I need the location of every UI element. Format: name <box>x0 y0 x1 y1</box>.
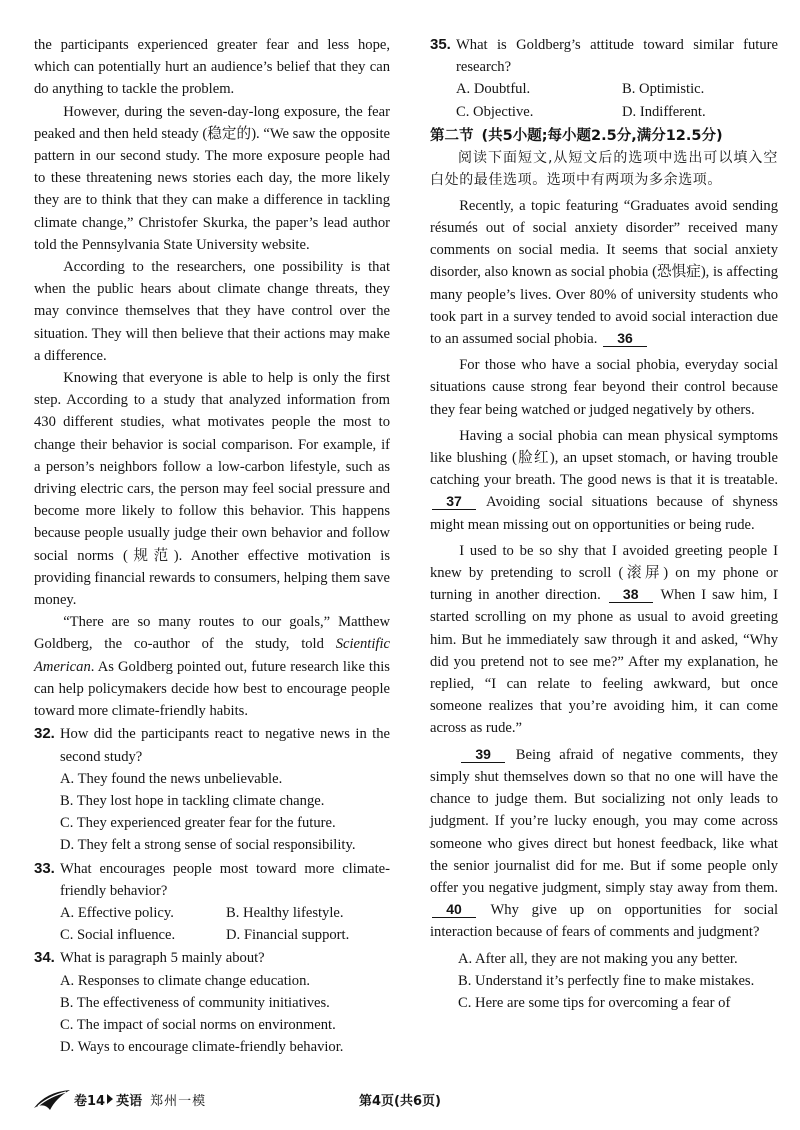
blank-39[interactable]: 39 <box>461 746 505 763</box>
option-grid <box>34 902 390 946</box>
option[interactable]: A. They found the news unbelievable. <box>60 770 283 787</box>
question-number: 33. <box>34 859 55 877</box>
passage-paragraph: However, during the seven-day-long exposure, the fear peaked and then held steady (稳定的). “We saw the opposite pattern in our second study. The more exposure people had to these threatening news stories each day, the more likely they are to think that they can make a difference in tackling climate change,” Christofer Skurka, the paper’s lead author told the Pennsylvania State University website. <box>34 103 390 253</box>
quote-text: . As Goldberg pointed out, future research like this can help policymakers decide how best to encourage people toward more climate-friendly habits. <box>34 658 390 720</box>
option-grid <box>430 78 778 122</box>
blank-36[interactable]: 36 <box>603 330 647 347</box>
option[interactable]: C. The impact of social norms on environment. <box>60 1016 336 1033</box>
blank-40[interactable]: 40 <box>432 901 476 918</box>
option[interactable]: C. They experienced greater fear for the future. <box>60 815 336 832</box>
passage-paragraph: 39 Being afraid of negative comments, they simply shut themselves down so that no one will have the chance to judge them. But socializing not only leads to judgment. If you’re lucky enough, you may come across someone who gives direct but honest feedback, like what the senior journalist did for me. But if some people only offer you negative judgment, simply stay away from them. 40 Why give up on opportunities for social interaction because of fears of comments and judgment? <box>430 745 778 941</box>
option[interactable]: D. Financial support. <box>226 927 350 944</box>
section-directions: 阅读下面短文,从短文后的选项中选出可以填入空白处的最佳选项。选项中有两项为多余选项。 <box>430 149 778 188</box>
option[interactable]: B. Optimistic. <box>622 81 705 98</box>
blank-37[interactable]: 37 <box>432 493 476 510</box>
option[interactable]: B. The effectiveness of community initiatives. <box>60 994 330 1011</box>
passage-paragraph <box>34 611 390 722</box>
passage-paragraph: Having a social phobia can mean physical symptoms like blushing (脸红), an upset stomach, or having trouble catching your breath. The good news is that it is treatable. 37 Avoiding social situations because of shyness might mean missing out on opportunities or being rude. <box>430 427 778 533</box>
option[interactable]: D. Ways to encourage climate-friendly behavior. <box>60 1039 344 1056</box>
option[interactable]: D. Indifferent. <box>622 103 706 120</box>
option[interactable]: A. Doubtful. <box>456 81 531 98</box>
page-number: 第4页(共6页) <box>359 1094 441 1109</box>
question-stem: What is Goldberg’s attitude toward similar future research? <box>456 37 778 76</box>
option[interactable]: D. They felt a strong sense of social responsibility. <box>60 837 356 854</box>
exam-label: 郑州一模 <box>150 1094 207 1109</box>
question-number: 35. <box>430 36 451 53</box>
journal-name: Scientific American <box>34 636 390 675</box>
page-footer <box>0 1082 800 1122</box>
option[interactable]: A. Responses to climate change education. <box>60 972 311 989</box>
question-stem: How did the participants react to negative news in the second study? <box>60 726 390 765</box>
choice[interactable]: A. After all, they are not making you any better. <box>458 950 738 967</box>
question-35 <box>430 34 778 123</box>
question-stem: What is paragraph 5 mainly about? <box>60 950 265 967</box>
option[interactable]: C. Social influence. <box>60 927 176 944</box>
left-column <box>34 34 390 1058</box>
passage-paragraph: Recently, a topic featuring “Graduates avoid sending résumés out of social anxiety disorder” received many comments on social media. It seems that social anxiety disorder, also known as social phobia (恐惧症), is affecting many people’s lives. Over 80% of university students who took part in a survey tended to avoid social interaction due to an assumed social phobia. 36 <box>430 197 778 348</box>
option[interactable]: B. They lost hope in tackling climate change. <box>60 792 325 809</box>
passage-paragraph: Knowing that everyone is able to help is only the first step. According to a study that analyzed information from 430 different studies, what motivates people the most to change their behavior is social comparison. For example, if a person’s neighbors follow a low-carbon lifestyle, such as driving electric cars, the person may feel social pressure and become more likely to follow this behavior. This happens because people usually judge their own behavior and follow social norms (规范). Another effective motivation is providing financial rewards to consumers, helping them save money. <box>34 370 390 609</box>
question-stem: What encourages people most toward more climate-friendly behavior? <box>60 860 390 899</box>
section-heading: 第二节 (共5小题;每小题2.5分,满分12.5分) <box>430 127 723 144</box>
choice[interactable]: B. Understand it’s perfectly fine to make mistakes. <box>458 972 755 989</box>
volume-label: 卷14 <box>74 1094 106 1109</box>
choice[interactable]: C. Here are some tips for overcoming a fear of <box>458 994 731 1011</box>
passage-paragraph: I used to be so shy that I avoided greeting people I knew by pretending to scroll (滚屏) on my phone or turning in another direction. 38 When I saw him, I started scrolling on my phone as usual to avoid greeting him. But he immediately saw through it and asked, “Why did you pretend not to see me?” After my explanation, he replied, “I can relate to feeling awkward, but once someone realizes that you’re avoiding him, it can come across as rude.” <box>430 542 778 737</box>
passage-paragraph: the participants experienced greater fear and less hope, which can potentially hurt an audience’s belief that they can do anything to tackle the problem. <box>34 37 390 98</box>
option[interactable]: B. Healthy lifestyle. <box>226 904 344 921</box>
passage-paragraph: According to the researchers, one possibility is that when the public hears about climate change threats, they may convince themselves that they have control over the situation. They will then believe that their actions may make a difference. <box>34 259 390 364</box>
right-column <box>430 34 778 1014</box>
question-number: 32. <box>34 725 55 743</box>
subject-label: 英语 <box>116 1094 143 1109</box>
question-32 <box>34 723 390 856</box>
option[interactable]: C. Objective. <box>456 103 534 120</box>
blank-38[interactable]: 38 <box>609 586 653 603</box>
passage-paragraph: For those who have a social phobia, everyday social situations cause strong fear beyond their control because they fear being watched or judged negatively by others. <box>430 357 778 418</box>
question-number: 34. <box>34 949 55 967</box>
option[interactable]: A. Effective policy. <box>60 904 174 921</box>
question-33 <box>34 858 390 947</box>
question-34 <box>34 947 390 1058</box>
quote-text: “There are so many routes to our goals,” Matthew Goldberg, the co-author of the study, told <box>34 614 390 653</box>
